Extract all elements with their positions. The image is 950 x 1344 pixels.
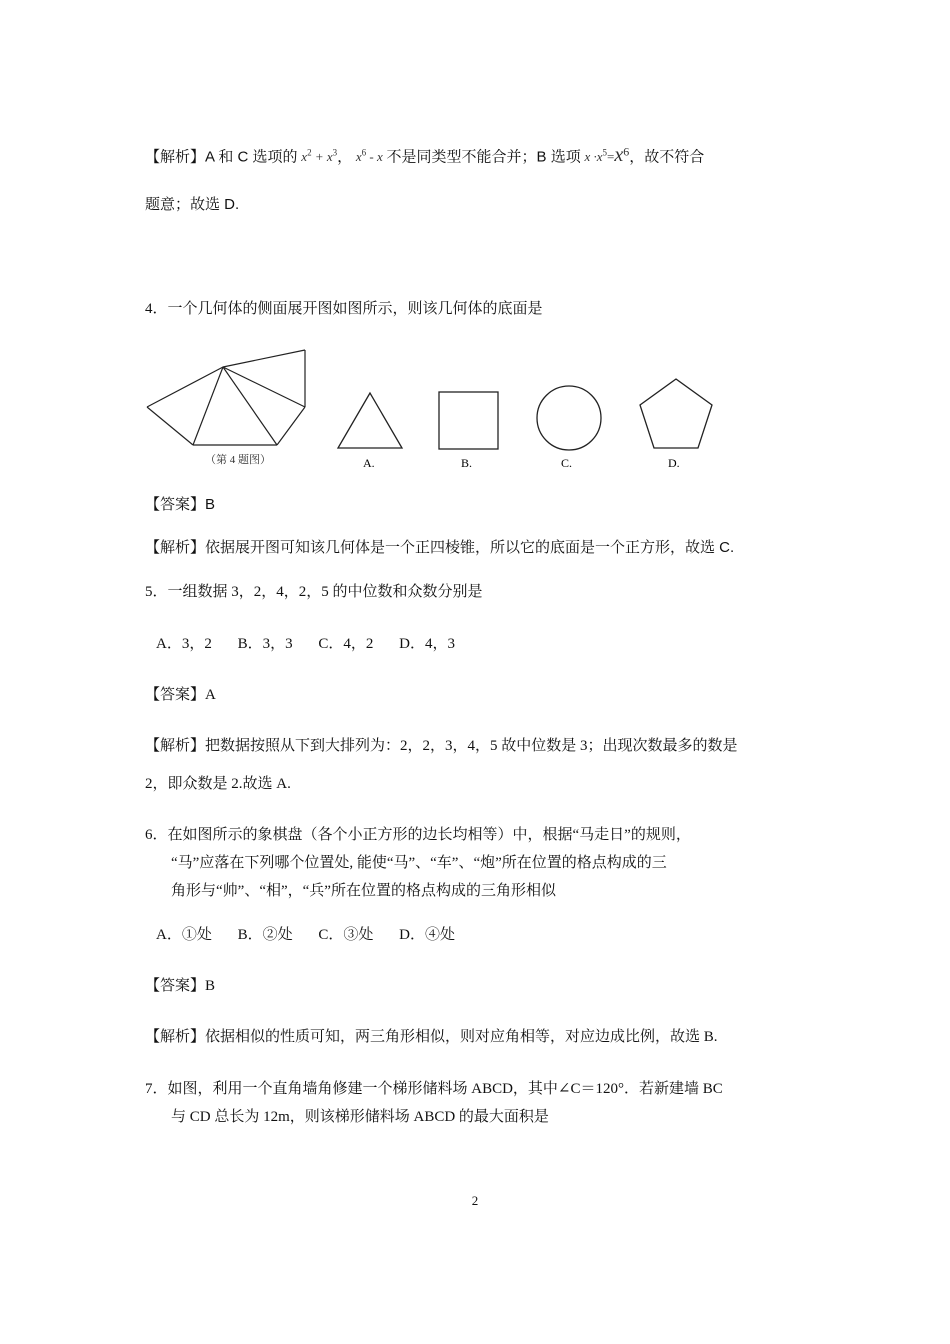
q5-option-a: A．3，2 xyxy=(156,636,212,652)
q6-stem-line-1: 6．在如图所示的象棋盘（各个小正方形的边长均相等）中，根据“马走日”的规则， xyxy=(145,827,691,843)
q4-figure xyxy=(145,345,725,470)
q6-options xyxy=(156,925,477,945)
label-d: D. xyxy=(668,456,680,470)
page-number: 2 xyxy=(471,1193,479,1208)
circle-shape xyxy=(537,386,601,450)
pentagon-shape xyxy=(640,379,712,448)
label-b: B. xyxy=(461,456,473,470)
q5-option-d: D．4，3 xyxy=(399,636,455,652)
q6-option-c: C．③处 xyxy=(318,927,374,943)
q4-analysis: 【解析】依据展开图可知该几何体是一个正四棱锥，所以它的底面是一个正方形，故选 C. xyxy=(145,539,735,556)
pyramid-net xyxy=(147,350,305,445)
q5-option-b: B．3，3 xyxy=(237,636,293,652)
q5-analysis-line-2: 2，即众数是 2.故选 A. xyxy=(145,776,291,792)
label-c: C. xyxy=(561,456,573,470)
q5-analysis-line-1: 【解析】把数据按照从下到大排列为：2，2，3，4，5 故中位数是 3；出现次数最多的数是 xyxy=(145,738,738,754)
q6-analysis: 【解析】依据相似的性质可知，两三角形相似，则对应角相等，对应边成比例，故选 B. xyxy=(145,1029,718,1045)
analysis-tag: 【解析】 xyxy=(145,148,206,166)
q5-options xyxy=(156,634,477,654)
q7-stem-line-1: 7．如图，利用一个直角墙角修建一个梯形储料场 ABCD，其中∠C＝120°．若新建墙 BC xyxy=(145,1081,723,1097)
expression-x2-plus-x3: $x^2 + x^3$ xyxy=(301,148,338,165)
figure-caption: （第 4 题图） xyxy=(205,454,271,466)
q7-stem-line-2: 与 CD 总长为 12m，则该梯形储料场 ABCD 的最大面积是 xyxy=(171,1109,549,1125)
q6-option-a: A．①处 xyxy=(156,927,212,943)
square-shape xyxy=(439,392,498,449)
q3-analysis-line-2: 题意；故选 D. xyxy=(145,196,240,213)
q6-answer: 【答案】B xyxy=(145,978,216,994)
q6-stem-line-2: “马”应落在下列哪个位置处, 能使“马”、“车”、“炮”所在位置的格点构成的三 xyxy=(171,855,667,871)
expression-x-times-x5: $x \cdot x^5=x^6$ xyxy=(584,144,630,167)
expression-x6-minus-x: $x^6$ - x xyxy=(355,148,383,165)
q5-option-c: C．4，2 xyxy=(318,636,374,652)
q6-option-d: D．④处 xyxy=(399,927,455,943)
q5-answer: 【答案】A xyxy=(145,687,216,703)
q4-stem: 4．一个几何体的侧面展开图如图所示，则该几何体的底面是 xyxy=(145,301,543,317)
triangle-shape xyxy=(338,393,402,448)
q5-stem: 5．一组数据 3，2，4，2，5 的中位数和众数分别是 xyxy=(145,584,483,600)
q4-answer: 【答案】B xyxy=(145,496,216,513)
q6-option-b: B．②处 xyxy=(237,927,293,943)
q3-analysis-line-1: 【解析】A 和 C 选项的 $x^2 + x^3$， $x^6$ - x 不是同类型不能合并；B 选项 $x \cdot x^5=x^6$，故不符合 xyxy=(145,144,705,167)
q6-stem-line-3: 角形与“帅”、“相”，“兵”所在位置的格点构成的三角形相似 xyxy=(171,883,556,899)
label-a: A. xyxy=(363,456,375,470)
